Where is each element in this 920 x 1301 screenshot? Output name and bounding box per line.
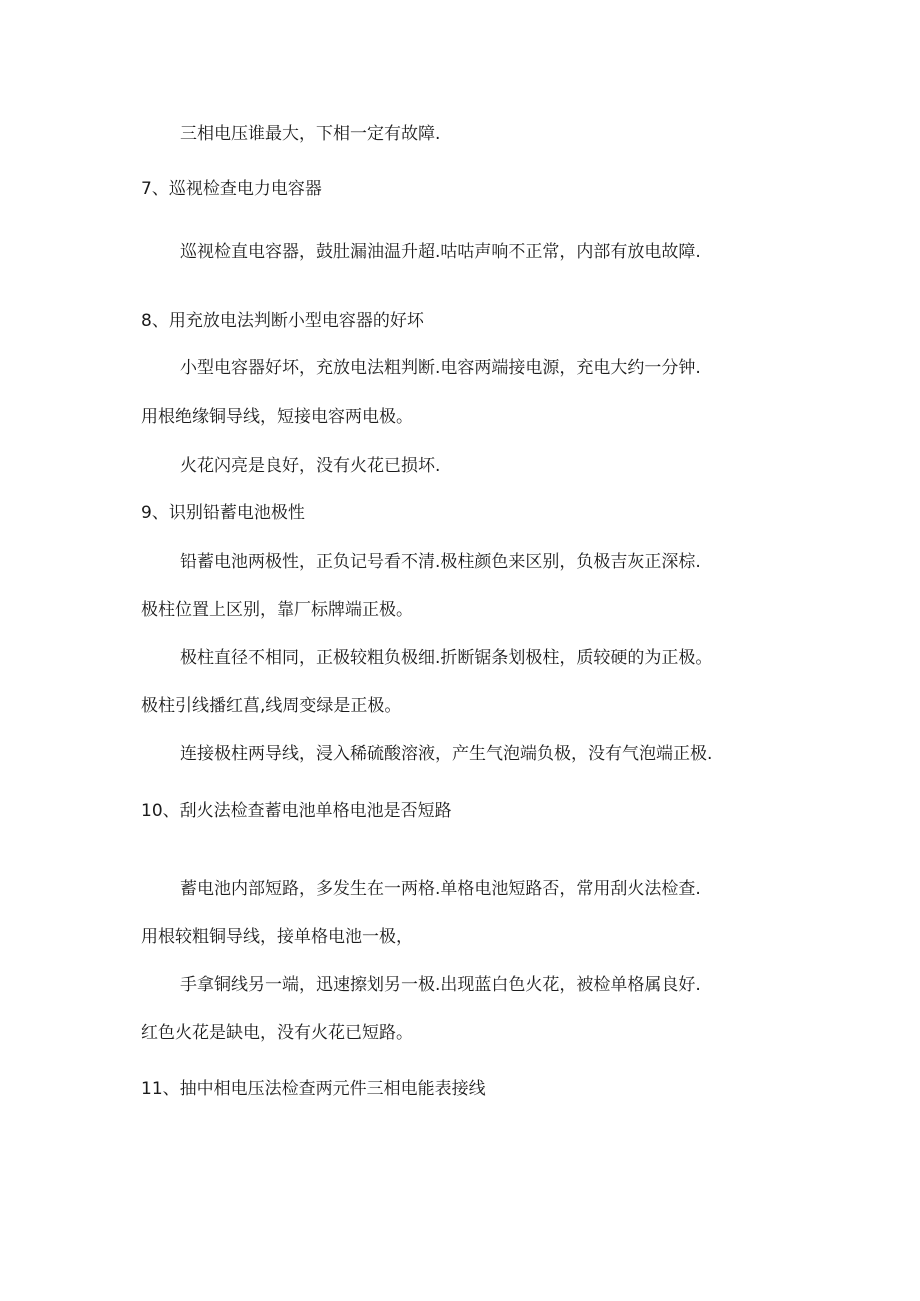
- paragraph-line: 红色火花是缺电，没有火花已短路。: [141, 1023, 413, 1043]
- paragraph-line: 铅蓄电池两极性，正负记号看不清.极柱颜色来区别，负极吉灰正深棕.: [180, 552, 701, 572]
- section-heading-7: 7、巡视检查电力电容器: [141, 179, 322, 199]
- paragraph-line: 火花闪亮是良好，没有火花已损坏.: [180, 456, 441, 476]
- section-heading-11: 11、抽中相电压法检查两元件三相电能表接线: [141, 1079, 486, 1099]
- section-heading-9: 9、识别铅蓄电池极性: [141, 503, 305, 523]
- paragraph-line: 连接极柱两导线，浸入稀硫酸溶液，产生气泡端负极，没有气泡端正极.: [180, 744, 713, 764]
- paragraph-line: 手拿铜线另一端，迅速擦划另一极.出现蓝白色火花，被检单格属良好.: [180, 975, 701, 995]
- paragraph-line: 小型电容器好坏，充放电法粗判断.电容两端接电源，充电大约一分钟.: [180, 358, 701, 378]
- paragraph-line: 用根绝缘铜导线，短接电容两电极。: [141, 407, 413, 427]
- paragraph-line: 蓄电池内部短路，多发生在一两格.单格电池短路否，常用刮火法检查.: [180, 879, 701, 899]
- paragraph-line: 极柱位置上区别，靠厂标牌端正极。: [141, 600, 413, 620]
- section-heading-8: 8、用充放电法判断小型电容器的好坏: [141, 311, 424, 331]
- paragraph-line: 三相电压谁最大，下相一定有故障.: [180, 124, 441, 144]
- paragraph-line: 极柱引线播红菖,线周变绿是正极。: [141, 696, 402, 716]
- paragraph-line: 巡视检直电容器，鼓肚漏油温升超.咕咕声响不正常，内部有放电故障.: [180, 242, 701, 262]
- paragraph-line: 极柱直径不相同，正极较粗负极细.折断锯条划极柱，质较硬的为正极。: [180, 648, 713, 668]
- paragraph-line: 用根较粗铜导线，接单格电池一极，: [141, 927, 413, 947]
- section-heading-10: 10、刮火法检查蓄电池单格电池是否短路: [141, 801, 452, 821]
